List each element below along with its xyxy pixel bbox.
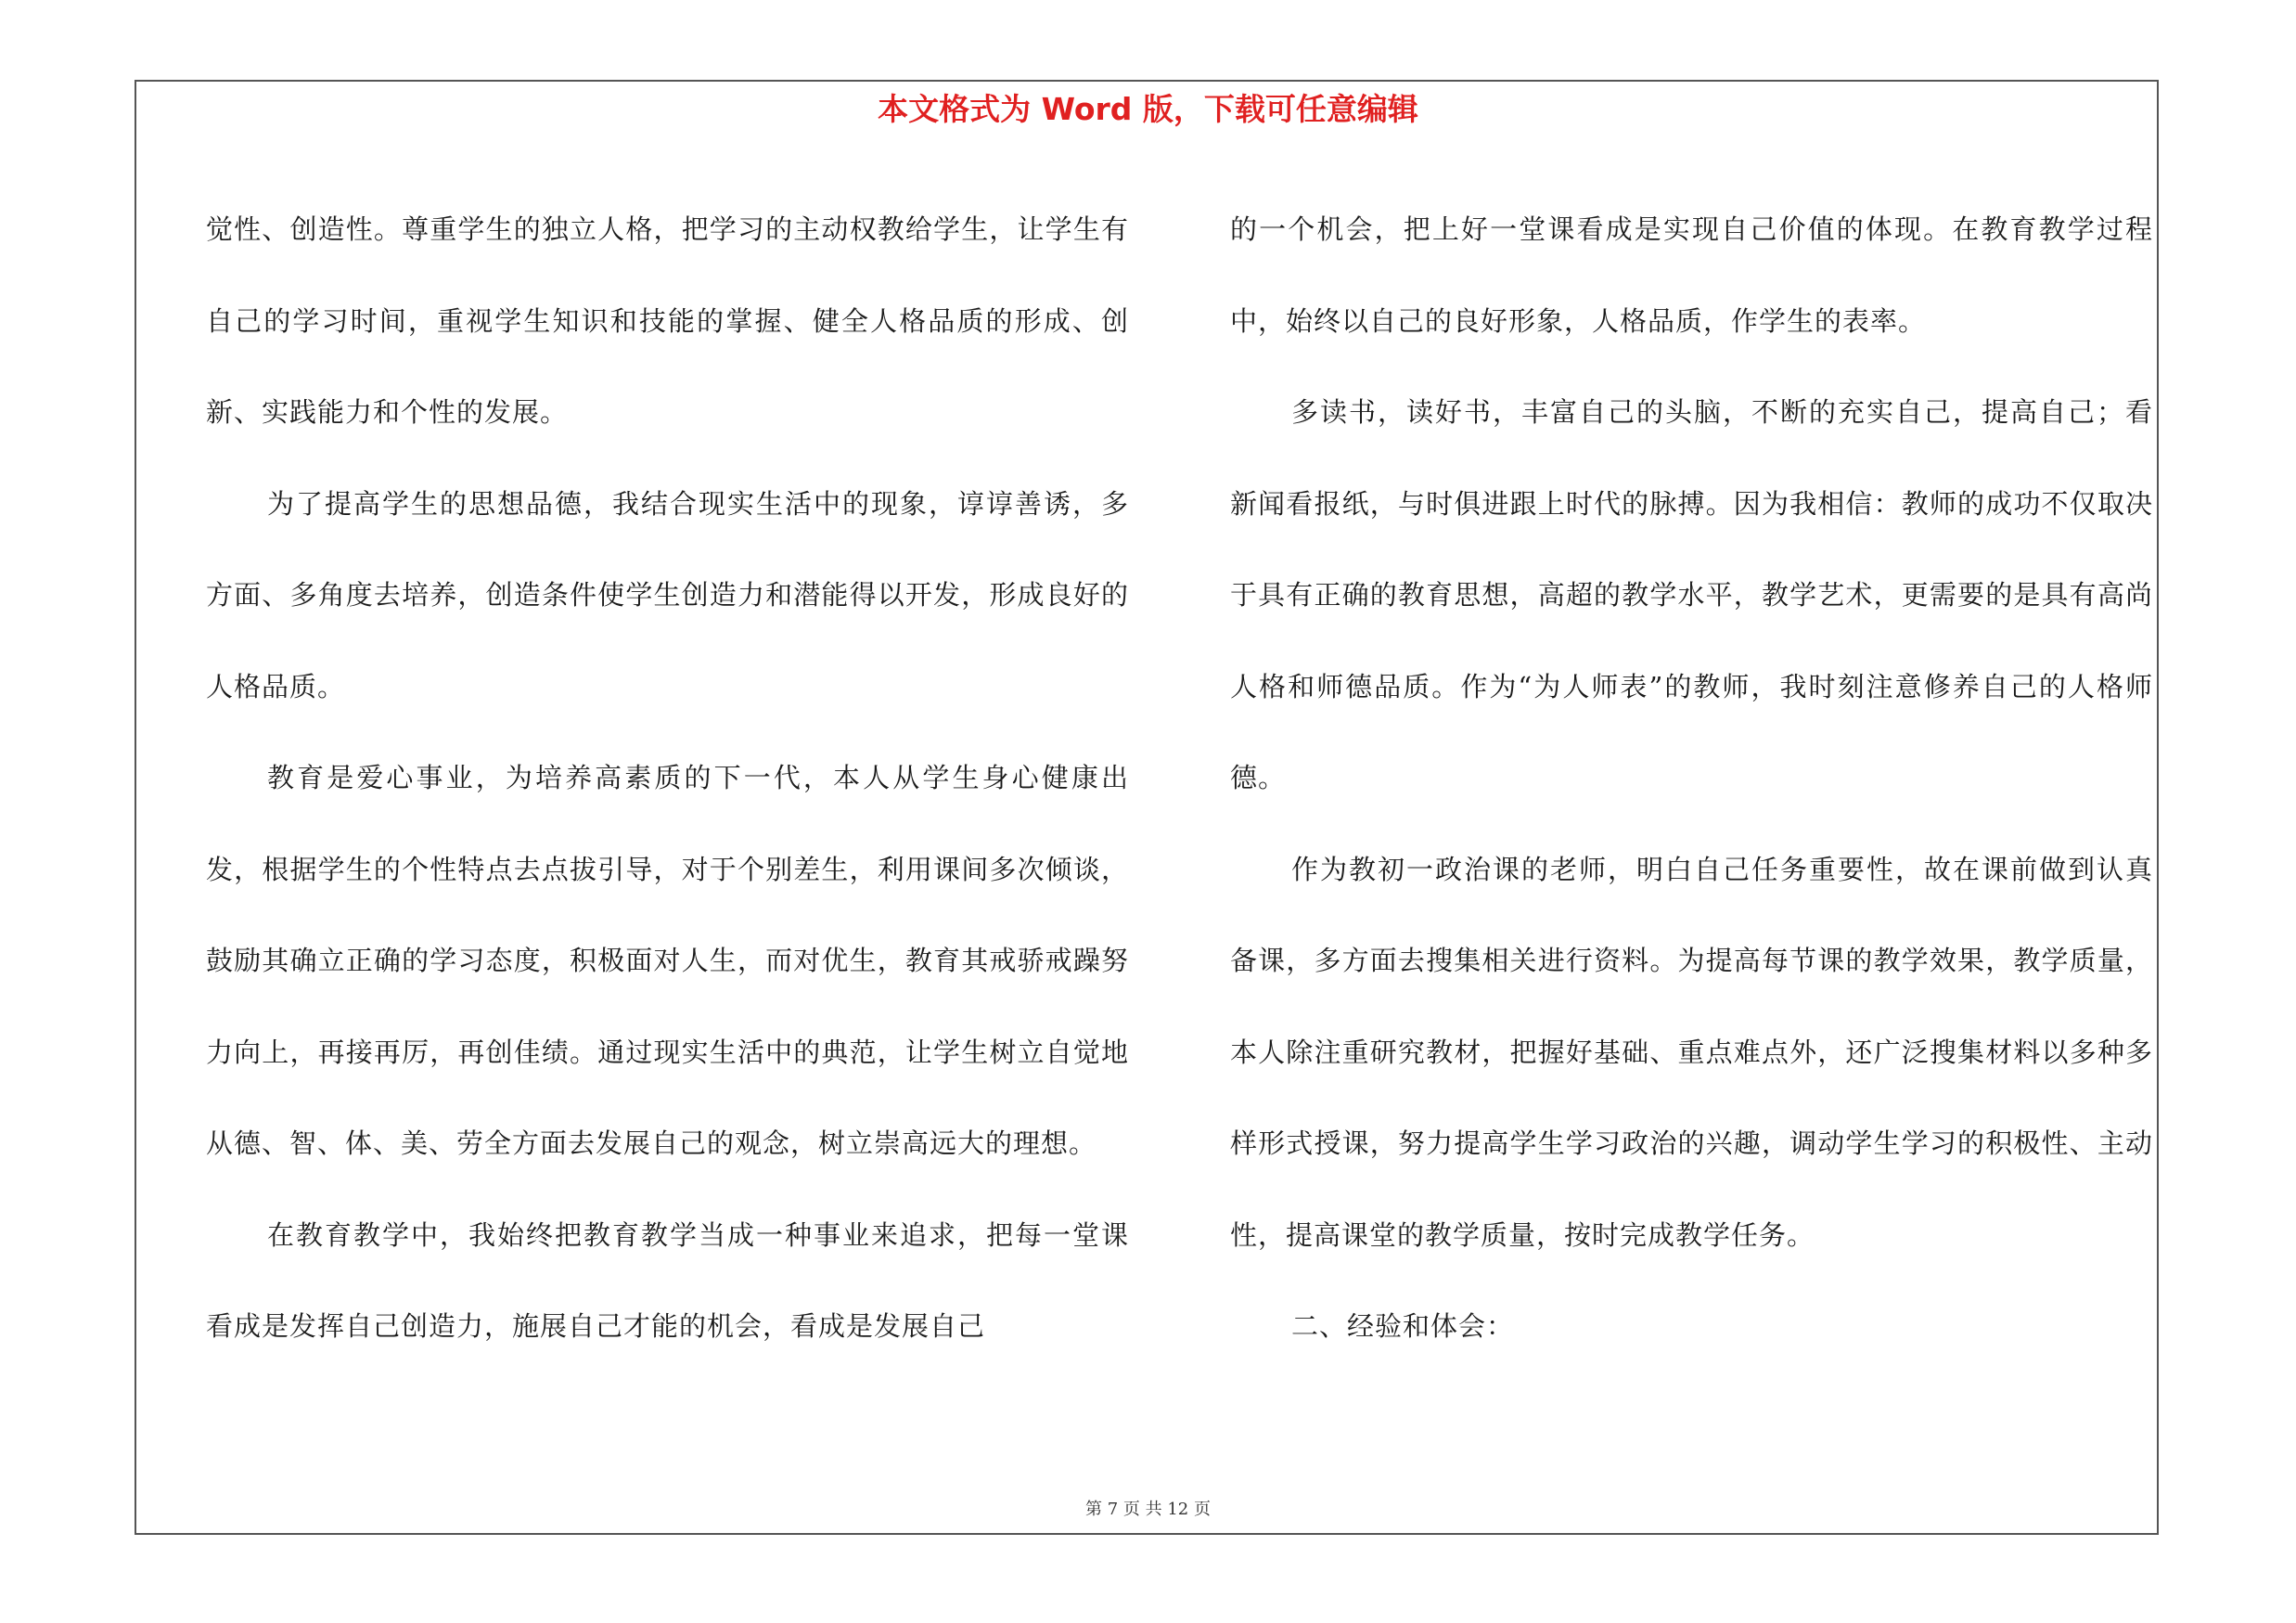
paragraph: 教育是爱心事业，为培养高素质的下一代，本人从学生身心健康出发，根据学生的个性特点去点拔引导，对于个别差生，利用课间多次倾谈，鼓励其确立正确的学习态度，积极面对人生，而对优生，教育其戒骄戒躁努力向上，再接再厉，再创佳绩。通过现实生活中的典范，让学生树立自觉地从德、智、体、美、劳全方面去发展自己的观念，树立崇高远大的理想。 [206,762,1129,1159]
right-column [1230,184,2153,1372]
paragraph: 的一个机会，把上好一堂课看成是实现自己价值的体现。在教育教学过程中，始终以自己的良好形象，人格品质，作学生的表率。 [1230,213,2153,337]
format-banner: 本文格式为 Word 版，下载可任意编辑 [878,91,1418,127]
paragraph: 作为教初一政治课的老师，明白自己任务重要性，故在课前做到认真备课，多方面去搜集相关进行资料。为提高每节课的教学效果，教学质量，本人除注重研究教材，把握好基础、重点难点外，还广泛搜集材料以多种多样形式授课，努力提高学生学习政治的兴趣，调动学生学习的积极性、主动性，提高课堂的教学质量，按时完成教学任务。 [1230,853,2153,1251]
left-column [206,184,1129,1372]
paragraph: 多读书，读好书，丰富自己的头脑，不断的充实自己，提高自己；看新闻看报纸，与时俱进跟上时代的脉搏。因为我相信：教师的成功不仅取决于具有正确的教育思想，高超的教学水平，教学艺术，更需要的是具有高尚人格和师德品质。作为“为人师表”的教师，我时刻注意修养自己的人格师德。 [1230,396,2153,793]
section-heading: 二、经验和体会： [1291,1310,1515,1342]
paragraph: 在教育教学中，我始终把教育教学当成一种事业来追求，把每一堂课看成是发挥自己创造力，施展自己才能的机会，看成是发展自己 [206,1218,1129,1342]
page-number: 第 7 页 共 12 页 [1085,1500,1211,1519]
paragraph: 觉性、创造性。尊重学生的独立人格，把学习的主动权教给学生，让学生有自己的学习时间，重视学生知识和技能的掌握、健全人格品质的形成、创新、实践能力和个性的发展。 [206,213,1129,428]
paragraph: 为了提高学生的思想品德，我结合现实生活中的现象，谆谆善诱，多方面、多角度去培养，创造条件使学生创造力和潜能得以开发，形成良好的人格品质。 [206,487,1129,702]
